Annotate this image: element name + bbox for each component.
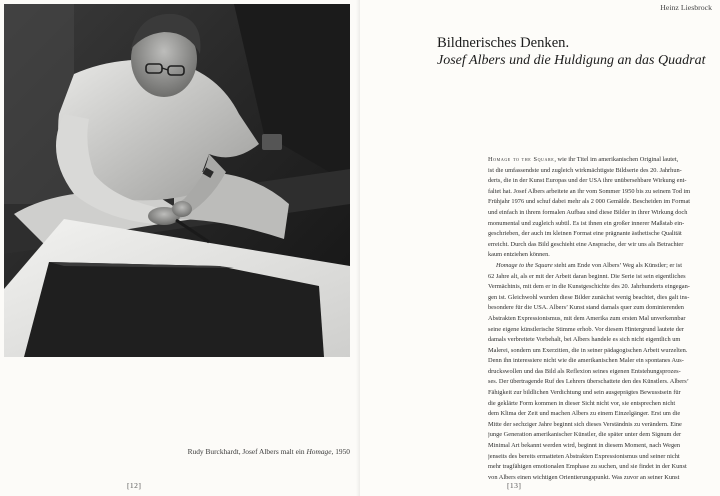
lead-smallcaps: Homage to the Square [488, 156, 555, 163]
lead-rest: steht am Ende von Albers’ Weg als Künstler; er ist [552, 261, 682, 269]
text-line: damals verbreitete Vorbehalt, bei Albers handele es sich nicht eigentlich um [488, 336, 681, 344]
paragraph-2-first-line [488, 261, 715, 272]
text-line: ses. Der übertragende Ruf des Lehrers überschattete den des Künstlers. Albers’ [488, 378, 689, 386]
text-line: dem Klima der Zeit und machen Albers zu einem Einzelgänger. Erst um die [488, 410, 681, 418]
chapter-title: Bildnerisches Denken. [437, 35, 570, 51]
body-text [488, 155, 715, 483]
caption-suffix: , 1950 [331, 447, 350, 456]
text-line: Denn ihn interessiere nicht wie die amerikanischen Maler ein spontanes Aus- [488, 357, 684, 365]
photo-caption [120, 447, 350, 456]
text-line: Minimal Art bekannt werden wird, beginnt in diesem Moment, nach Wegen [488, 442, 681, 450]
lead-rest: , wie ihr Titel im amerikanischen Original lautet, [554, 156, 679, 163]
text-line: seine eigene künstlerische Stimme erhob. Vor diesem Hintergrund lautete der [488, 325, 684, 333]
text-line: kaum entziehen können. [488, 251, 550, 259]
photo-image [4, 4, 350, 357]
text-line: derts, die in der Kunst Europas und der USA ihre unübersehbare Wirkung ent- [488, 177, 687, 185]
paragraph-1-first-line [488, 155, 715, 166]
text-line: junge Generation amerikanischer Künstler, die später unter dem Signum der [488, 431, 682, 439]
caption-italic: Homage [306, 447, 332, 456]
text-line: gen ist. Gleichwohl wurden diese Bilder zunächst wenig beachtet, dies galt ins- [488, 293, 690, 301]
running-head: Heinz Liesbrock [660, 3, 712, 12]
text-line: besondere für die USA. Albers’ Kunst stand damals quer zum dominierenden [488, 304, 684, 312]
text-line: die geklärte Form kommen in dieser Sicht nicht vor, sie entsprechen nicht [488, 399, 676, 407]
text-line: druckswollen und das Bild als Reflexion seines eigenen Entstehungsprozes- [488, 367, 681, 375]
caption-text: Rudy Burckhardt, Josef Albers malt ein [187, 447, 307, 456]
text-line: monumental und zugleich subtil. Es ist ihnen ein großer innerer Maßstab ein- [488, 219, 685, 227]
text-line: 62 Jahre alt, als er mit der Arbeit daran beginnt. Die Serie ist sein eigentliches [488, 272, 686, 280]
text-line: jenseits des bereits ermatteten Abstrakten Expressionismus und seiner nicht [488, 452, 680, 460]
text-line: Malerei, sondern um Exerzitien, die in seiner pädagogischen Arbeit wurzelten. [488, 346, 688, 354]
text-line: und einfach in ihrem formalen Aufbau sind diese Bilder in ihrer Wirkung doch [488, 208, 688, 216]
text-line: ist die umfassendste und zugleich wirkmächtigste Bildserie des 20. Jahrhun- [488, 166, 682, 174]
text-line: geschrieben, der auch im kleinen Format eine prägnante ästhetische Qualität [488, 230, 682, 238]
text-line: Vermächtnis, mit dem er in die Kunstgeschichte des 20. Jahrhunderts eingegan- [488, 283, 690, 291]
text-line: mehr tragfähigen emotionalen Emphase zu suchen, und sie findet in der Kunst [488, 463, 687, 471]
text-line: erreicht. Durch das Bild geschieht eine Ansprache, der wir uns als Betrachter [488, 240, 684, 248]
text-line: Fähigkeit zur bildlichen Verdichtung und sein ausgeprägtes Bewusstsein für [488, 389, 681, 397]
chapter-subtitle: Josef Albers und die Huldigung an das Quadrat [437, 53, 706, 68]
text-line: Frühjahr 1976 und schuf dabei mehr als 2 000 Gemälde. Bescheiden im Format [488, 198, 691, 206]
page-number-right: [13] [507, 481, 522, 490]
text-line: Mitte der sechziger Jahre beginnt sich dieses Verständnis zu verändern. Eine [488, 420, 682, 428]
photograph-albers-painting [4, 4, 350, 357]
page-number-left: [12] [127, 481, 142, 490]
text-line: Abstrakten Expressionismus, mit dem Amerika zum ersten Mal unverkennbar [488, 314, 686, 322]
text-line: faltet hat. Josef Albers arbeitete an ihr vom Sommer 1950 bis zu seinem Tod im [488, 187, 691, 195]
text-line: von Albers einen wichtigen Orientierungspunkt. Was zuvor an seiner Kunst [488, 473, 680, 481]
lead-italic: Homage to the Square [496, 261, 553, 269]
